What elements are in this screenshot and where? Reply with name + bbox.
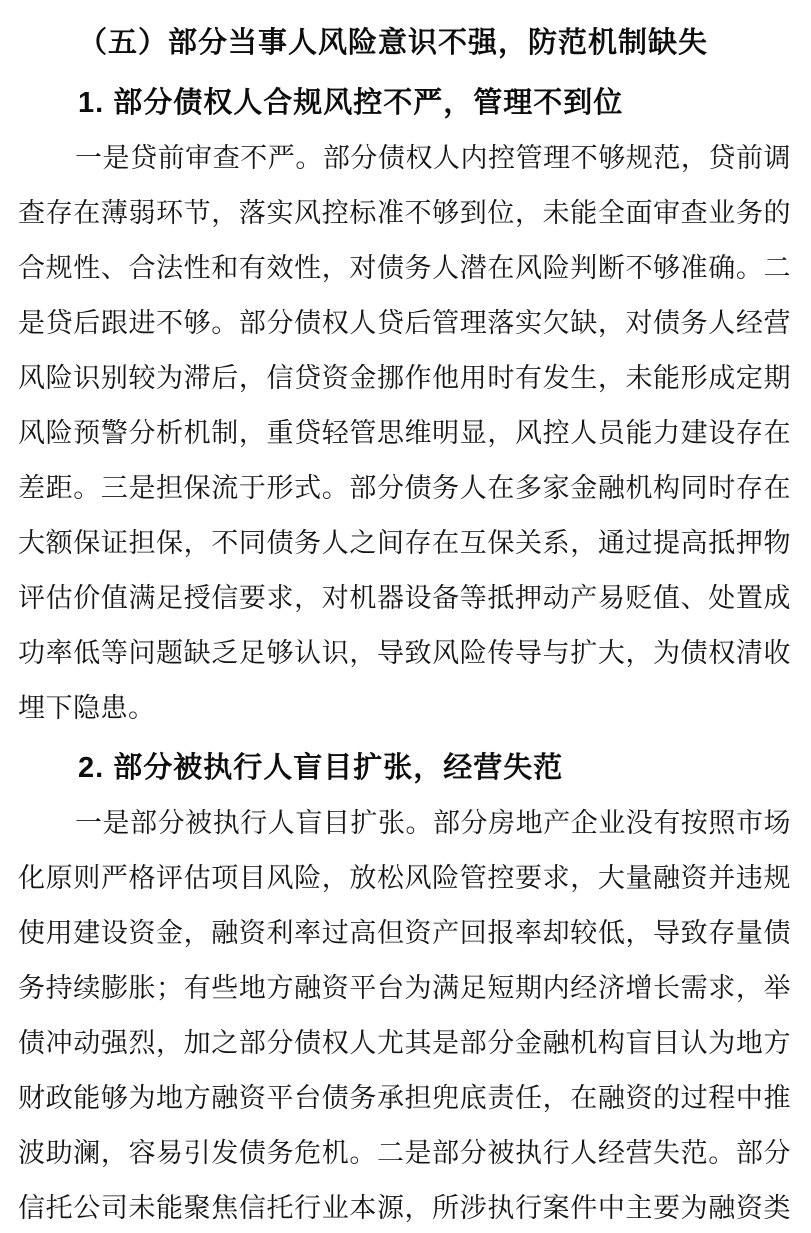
- section-heading: （五）部分当事人风险意识不强，防范机制缺失: [78, 27, 709, 59]
- paragraph-line: 差距。三是担保流于形式。部分债务人在多家金融机构同时存在: [18, 473, 791, 503]
- paragraph-line: 务持续膨胀；有些地方融资平台为满足短期内经济增长需求，举: [18, 973, 791, 1003]
- paragraph-line: 财政能够为地方融资平台债务承担兜底责任，在融资的过程中推: [18, 1083, 791, 1113]
- paragraph-line: 查存在薄弱环节，落实风控标准不够到位，未能全面审查业务的: [18, 198, 791, 228]
- paragraph-line: 风险预警分析机制，重贷轻管思维明显，风控人员能力建设存在: [18, 418, 791, 448]
- paragraph-line: 信托公司未能聚焦信托行业本源，所涉执行案件中主要为融资类: [18, 1193, 791, 1223]
- paragraph-line: 大额保证担保，不同债务人之间存在互保关系，通过提高抵押物: [18, 528, 791, 558]
- paragraph-line: 化原则严格评估项目风险，放松风险管控要求，大量融资并违规: [18, 863, 791, 893]
- paragraph-line: 风险识别较为滞后，信贷资金挪作他用时有发生，未能形成定期: [18, 363, 791, 393]
- paragraph-line: 评估价值满足授信要求，对机器设备等抵押动产易贬值、处置成: [18, 583, 791, 613]
- paragraph-line: 一是贷前审查不严。部分债权人内控管理不够规范，贷前调: [75, 143, 791, 173]
- paragraph-line: 合规性、合法性和有效性，对债务人潜在风险判断不够准确。二: [18, 253, 791, 283]
- subsection-1-heading: 1. 部分债权人合规风控不严，管理不到位: [78, 87, 624, 119]
- paragraph-line: 债冲动强烈，加之部分债权人尤其是部分金融机构盲目认为地方: [18, 1028, 791, 1058]
- paragraph-line: 是贷后跟进不够。部分债权人贷后管理落实欠缺，对债务人经营: [18, 308, 791, 338]
- paragraph-line: 使用建设资金，融资利率过高但资产回报率却较低，导致存量债: [18, 918, 791, 948]
- paragraph-line: 波助澜，容易引发债务危机。二是部分被执行人经营失范。部分: [18, 1138, 791, 1168]
- paragraph-line: 一是部分被执行人盲目扩张。部分房地产企业没有按照市场: [75, 808, 791, 838]
- paragraph-line: 功率低等问题缺乏足够认识，导致风险传导与扩大，为债权清收: [18, 638, 791, 668]
- subsection-2-heading: 2. 部分被执行人盲目扩张，经营失范: [78, 752, 564, 784]
- paragraph-line: 埋下隐患。: [18, 693, 156, 723]
